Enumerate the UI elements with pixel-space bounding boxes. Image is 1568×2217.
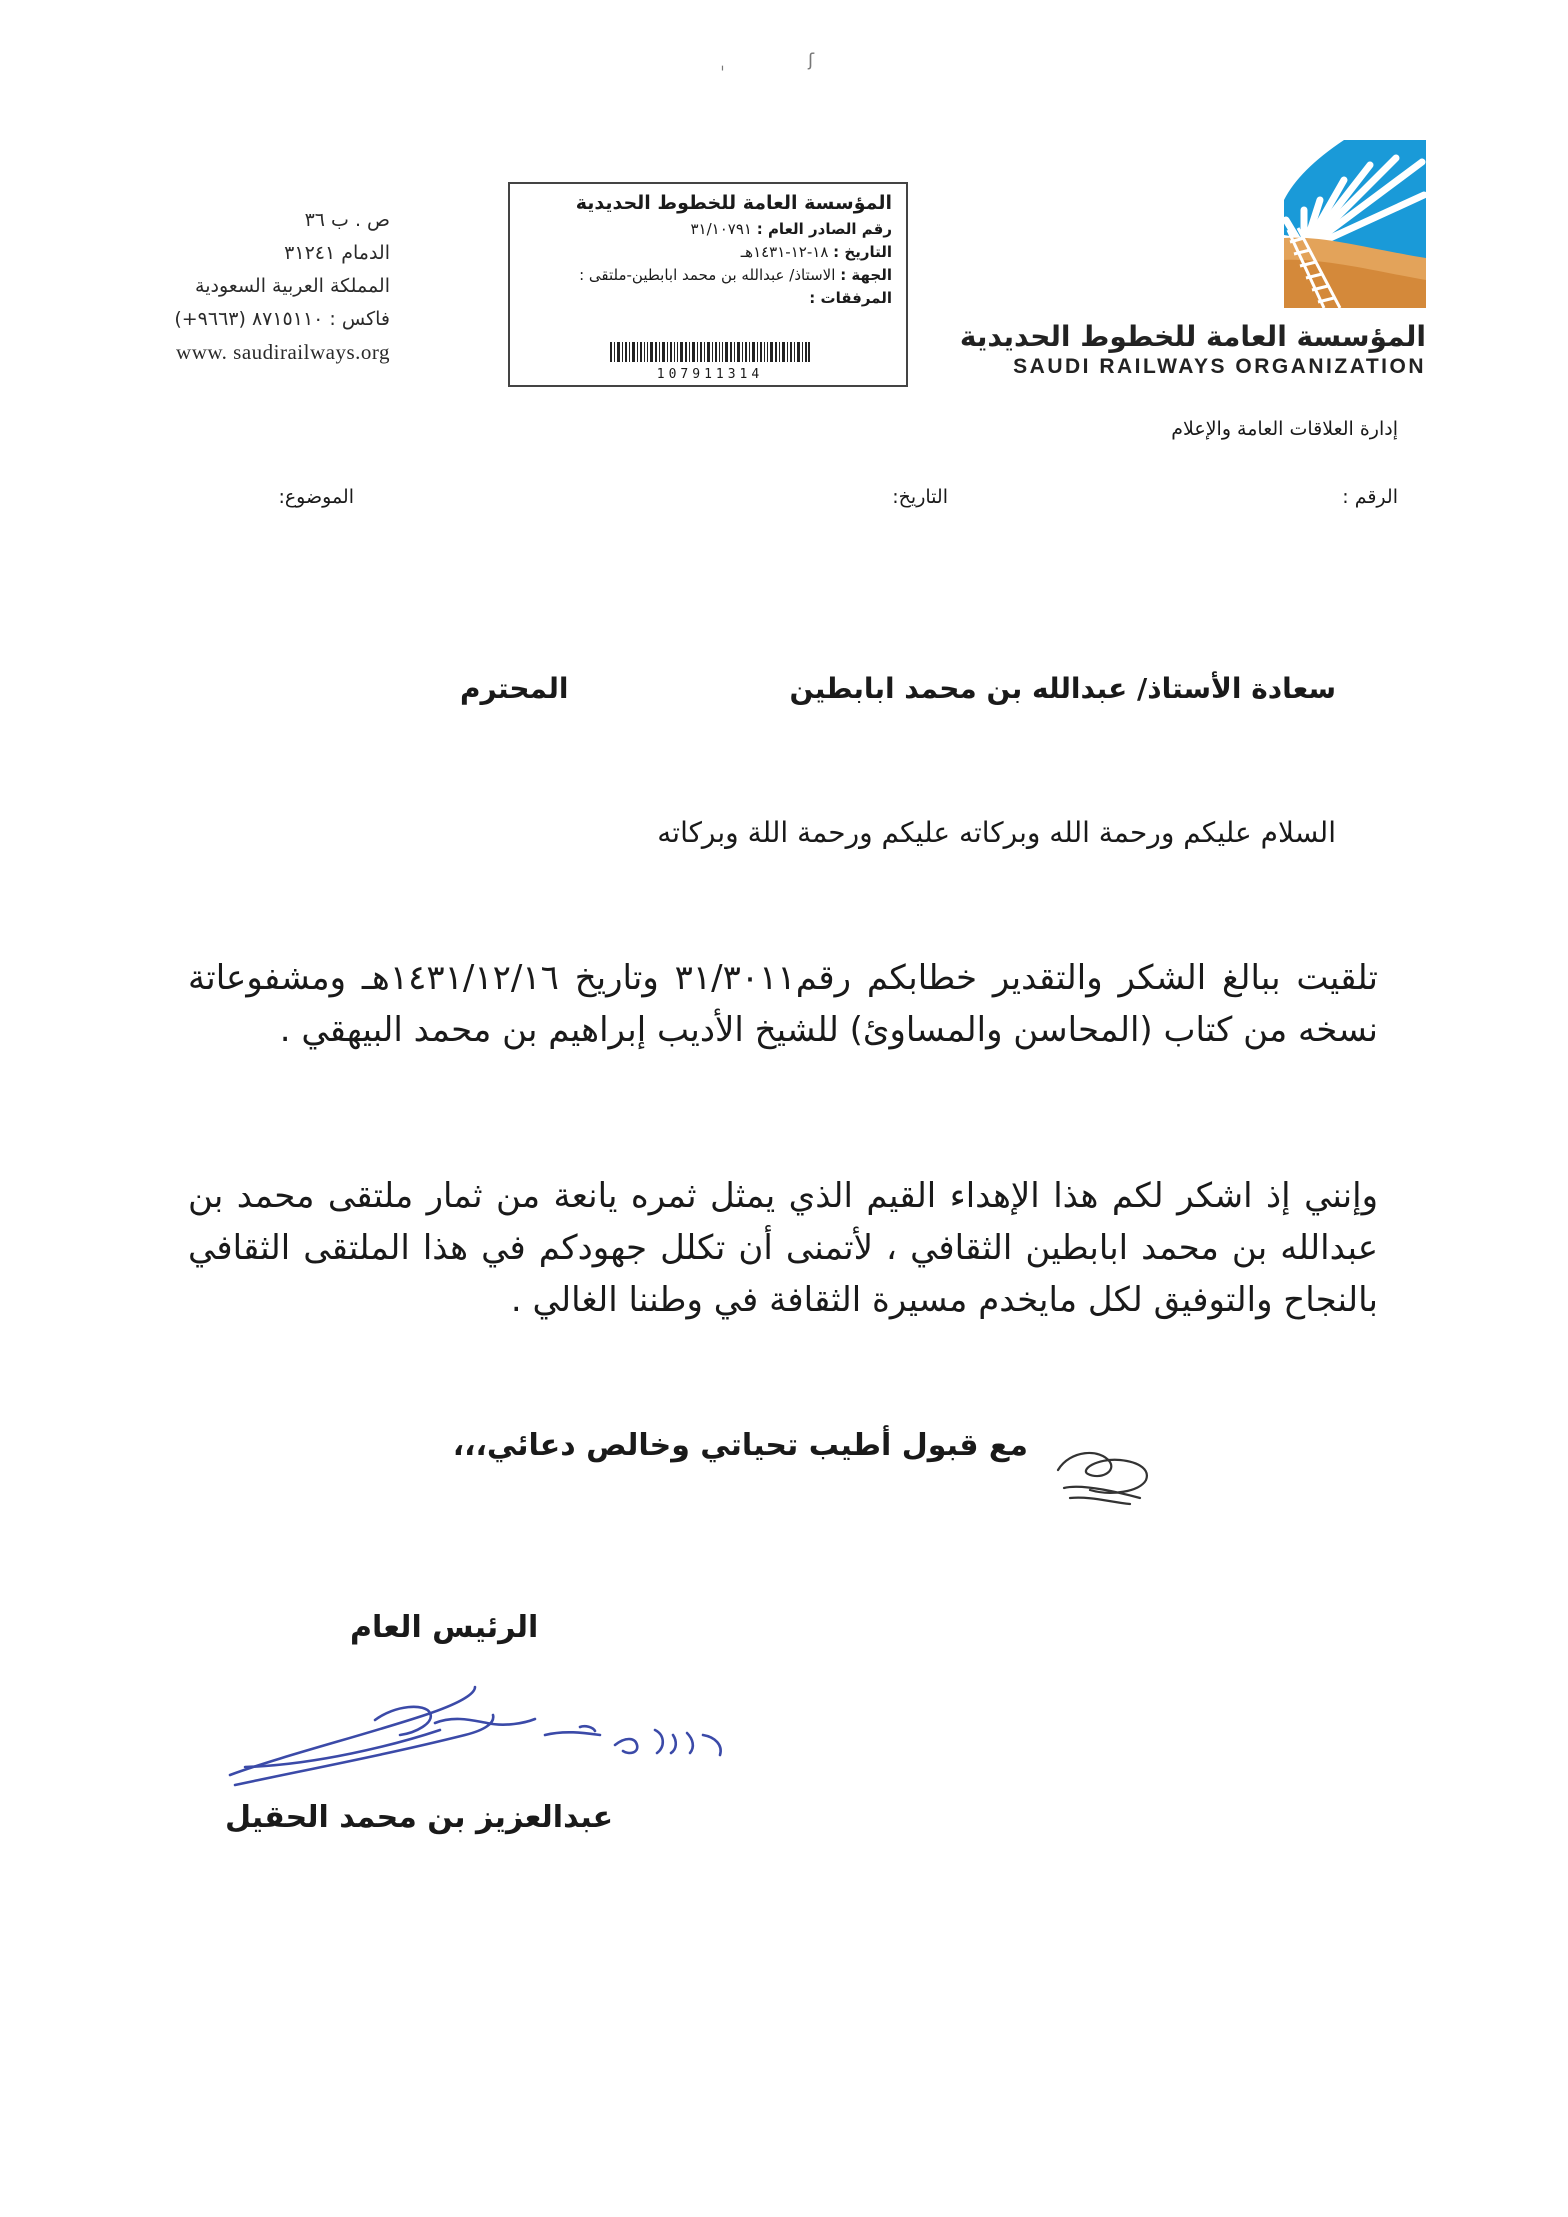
saudi-railways-logo (1284, 140, 1426, 308)
signatory-name: عبدالعزيز بن محمد الحقيل (225, 1800, 614, 1835)
stamp-ref-value: ٣١/١٠٧٩١ (690, 220, 752, 238)
contact-block (100, 204, 390, 369)
honorific: المحترم (460, 672, 569, 705)
stamp-title: المؤسسة العامة للخطوط الحديدية (575, 192, 892, 214)
signatory-title: الرئيس العام (350, 1610, 539, 1645)
po-box: ص . ب ٣٦ (304, 209, 390, 231)
stamp-date-value: ١٨-١٢-١٤٣١هـ (740, 243, 829, 261)
number-label: الرقم : (1342, 486, 1398, 508)
subject-label: الموضوع: (278, 486, 354, 508)
date-label: التاريخ: (892, 486, 948, 508)
body-paragraph-2: وإنني إذ اشكر لكم هذا الإهداء القيم الذي يمثل ثمره يانعة من ثمار ملتقى محمد بن عبدالله بن محمد ابابطين الثقافي ، لأتمنى أن تكلل جهودكم في هذا الملتقى الثقافي بالنجاح والتوفيق لكل مايخدم مسيرة الثقافة في وطننا الغالي . (188, 1176, 1378, 1320)
registration-stamp (508, 182, 908, 387)
greeting: السلام عليكم ورحمة الله وبركاته عليكم ورحمة اللة وبركاته (657, 816, 1336, 849)
stamp-party-label: الجهة : (840, 266, 892, 284)
stamp-date-row (524, 241, 892, 264)
org-name-arabic: المؤسسة العامة للخطوط الحديدية (959, 320, 1426, 353)
scan-mark: ˌ (720, 52, 725, 73)
stamp-attachments-row (524, 287, 892, 310)
department: إدارة العلاقات العامة والإعلام (1171, 418, 1398, 440)
stamp-date-label: التاريخ : (833, 243, 892, 261)
stamp-attachments-label: المرفقات : (809, 289, 892, 307)
scan-mark: ʃ (808, 50, 815, 71)
stamp-party-value: الاستاذ/ عبدالله بن محمد ابابطين-ملتقى : (579, 266, 836, 284)
barcode-icon (610, 342, 810, 362)
website: www. saudirailways.org (176, 340, 390, 364)
stamp-barcode (610, 342, 810, 382)
closing: مع قبول أطيب تحياتي وخالص دعائي،،، (452, 1428, 1028, 1463)
barcode-number: 107911314 (656, 367, 764, 382)
stamp-ref-row (524, 218, 892, 241)
org-name-english: SAUDI RAILWAYS ORGANIZATION (1013, 355, 1426, 378)
fax: فاكس : ٨٧١٥١١٠ (٩٦٦٣+) (174, 308, 390, 330)
recipient: سعادة الأستاذ/ عبدالله بن محمد ابابطين (789, 672, 1336, 705)
country: المملكة العربية السعودية (195, 275, 390, 297)
signature-icon (225, 1675, 735, 1795)
initial-signature-icon (1050, 1440, 1160, 1510)
stamp-ref-label: رقم الصادر العام : (756, 220, 892, 238)
body-paragraph-1: تلقيت ببالغ الشكر والتقدير خطابكم رقم٣١/٣٠١١ وتاريخ ١٤٣١/١٢/١٦هـ ومشفوعاتة نسخه من كتاب (المحاسن والمساوئ) للشيخ الأديب إبراهيم بن محمد البيهقي . (188, 958, 1378, 1050)
city-postal: الدمام ٣١٢٤١ (284, 242, 390, 264)
stamp-party-row (524, 264, 892, 287)
